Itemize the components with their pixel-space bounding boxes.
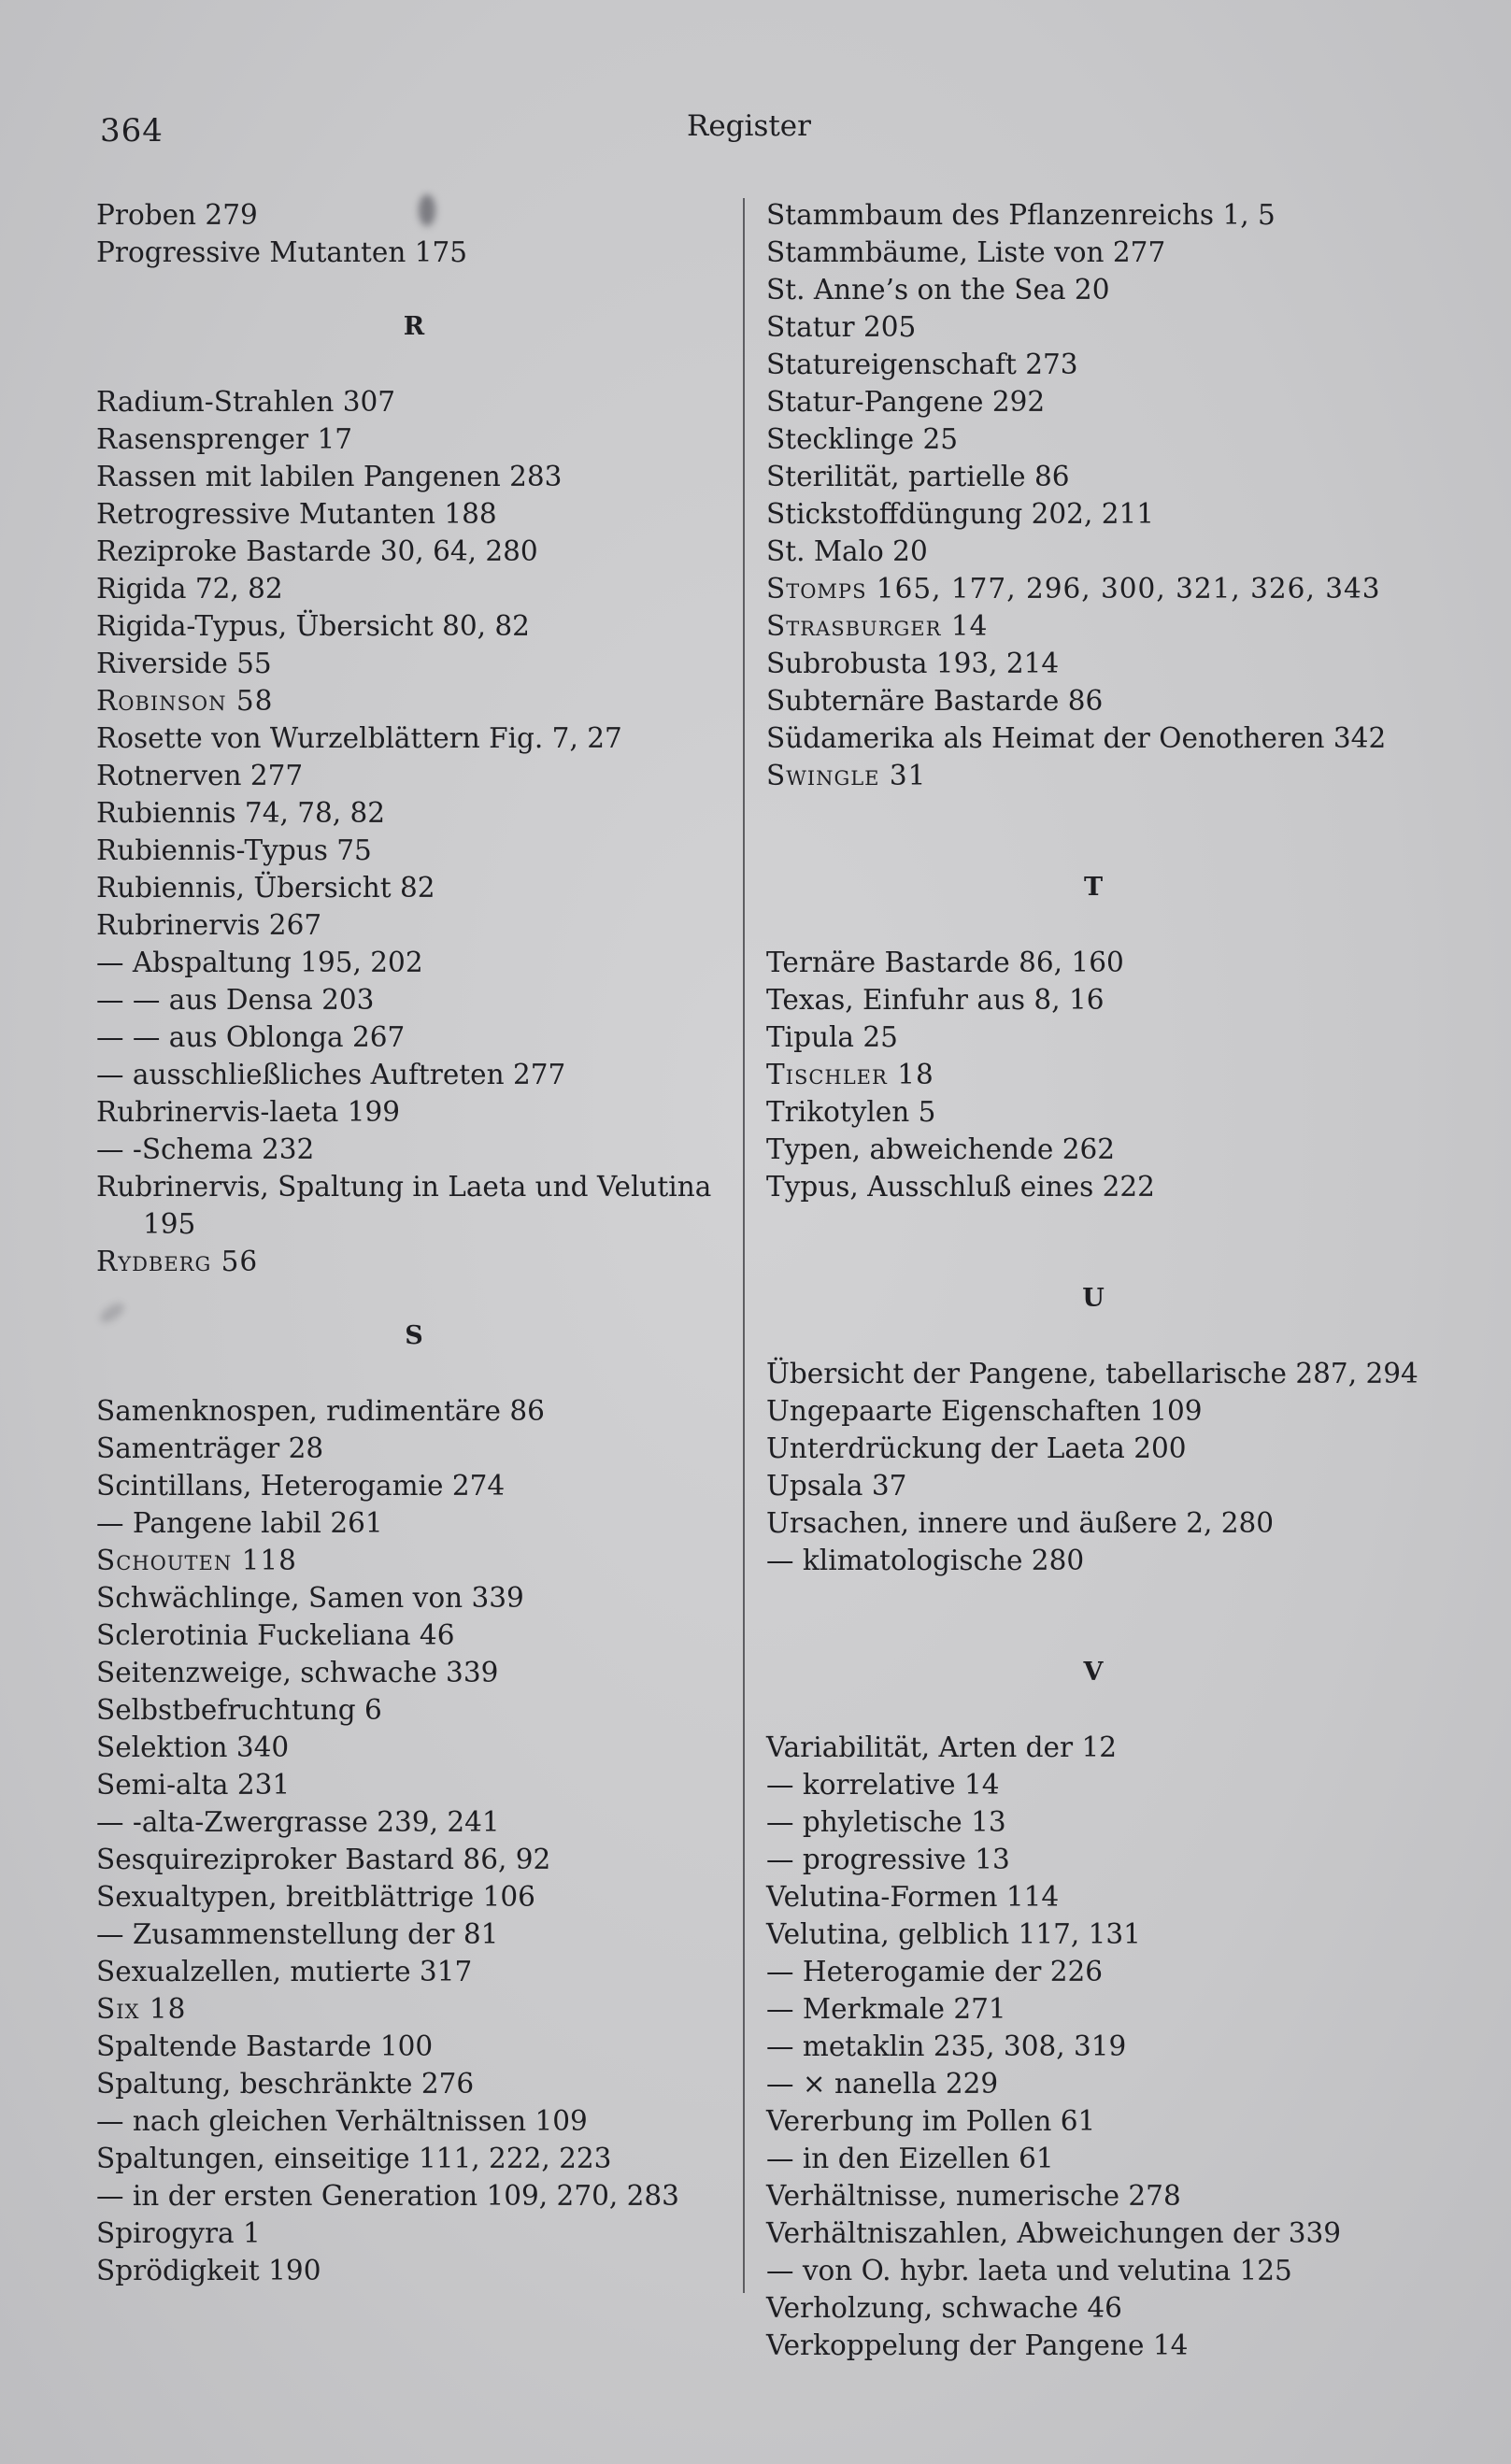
index-entry: — × nanella 229 (766, 2068, 999, 2100)
index-entry: Sterilität, partielle 86 (766, 461, 1070, 492)
index-entry: Tipula 25 (766, 1021, 898, 1053)
index-entry: — Merkmale 271 (766, 1993, 1006, 2025)
index-entry: — klimatologische 280 (766, 1545, 1085, 1576)
index-entry: Typen, abweichende 262 (766, 1133, 1116, 1165)
index-column-left (96, 196, 732, 2289)
index-entry: — -alta-Zwergrasse 239, 241 (96, 1806, 500, 1838)
index-entry: Sexualzellen, mutierte 317 (96, 1956, 473, 1987)
index-entry: — — aus Densa 203 (96, 984, 375, 1016)
index-entry: Rosette von Wurzelblättern Fig. 7, 27 (96, 722, 622, 754)
index-entry: Sesquireziproker Bastard 86, 92 (96, 1844, 551, 1875)
index-entry: — Heterogamie der 226 (766, 1956, 1104, 1987)
index-column-right (766, 196, 1420, 2364)
index-entry: Scintillans, Heterogamie 274 (96, 1470, 506, 1502)
running-head: Register (687, 109, 811, 143)
index-entry: — ausschließliches Auftreten 277 (96, 1059, 566, 1090)
index-entry: Velutina, gelblich 117, 131 (766, 1918, 1141, 1950)
index-entry: Schouten 118 (96, 1545, 297, 1576)
index-entry: Radium-Strahlen 307 (96, 386, 396, 418)
index-entry: Seitenzweige, schwache 339 (96, 1657, 499, 1688)
index-entry: Samenknospen, rudimentäre 86 (96, 1395, 545, 1427)
index-entry: — von O. hybr. laeta und velutina 125 (766, 2255, 1292, 2286)
index-entry: Verholzung, schwache 46 (766, 2292, 1122, 2324)
index-entry: Progressive Mutanten 175 (96, 236, 468, 268)
index-entry: — metaklin 235, 308, 319 (766, 2030, 1127, 2062)
index-entry: Spaltungen, einseitige 111, 222, 223 (96, 2143, 612, 2174)
index-entry: Tischler 18 (766, 1059, 934, 1090)
index-entry: Stammbaum des Pflanzenreichs 1, 5 (766, 199, 1276, 231)
index-entry: — nach gleichen Verhältnissen 109 (96, 2105, 588, 2137)
index-entry: Rasensprenger 17 (96, 423, 353, 455)
index-entry: Rigida-Typus, Übersicht 80, 82 (96, 610, 530, 642)
index-entry: Stomps 165, 177, 296, 300, 321, 326, 343 (766, 573, 1381, 605)
section-letter: S (405, 1321, 423, 1350)
index-entry: Samenträger 28 (96, 1432, 324, 1464)
index-entry: Rubrinervis-laeta 199 (96, 1096, 401, 1128)
index-entry: Statur-Pangene 292 (766, 386, 1046, 418)
index-entry: Six 18 (96, 1993, 187, 2025)
index-entry: Reziproke Bastarde 30, 64, 280 (96, 535, 538, 567)
index-entry: Texas, Einfuhr aus 8, 16 (766, 984, 1105, 1016)
index-entry: Riverside 55 (96, 648, 272, 679)
section-letter: V (1083, 1658, 1104, 1687)
index-entry: Retrogressive Mutanten 188 (96, 498, 497, 530)
index-entry: Ungepaarte Eigenschaften 109 (766, 1395, 1203, 1427)
index-entry: Rassen mit labilen Pangenen 283 (96, 461, 563, 492)
section-letter: U (1082, 1284, 1105, 1313)
index-entry: Ursachen, innere und äußere 2, 280 (766, 1507, 1275, 1539)
index-entry: Schwächlinge, Samen von 339 (96, 1582, 524, 1614)
index-entry: — korrelative 14 (766, 1769, 1000, 1801)
index-entry: — Abspaltung 195, 202 (96, 947, 423, 978)
index-entry: Vererbung im Pollen 61 (766, 2105, 1096, 2137)
index-entry: Sexualtypen, breitblättrige 106 (96, 1881, 535, 1913)
index-entry: Sclerotinia Fuckeliana 46 (96, 1619, 455, 1651)
index-entry: Typus, Ausschluß eines 222 (766, 1171, 1155, 1203)
index-entry: Rubrinervis 267 (96, 909, 322, 941)
index-entry: Proben 279 (96, 199, 258, 231)
index-entry: Rubiennis, Übersicht 82 (96, 872, 435, 904)
index-entry: Rubiennis 74, 78, 82 (96, 797, 386, 829)
index-entry: Ternäre Bastarde 86, 160 (766, 947, 1124, 978)
index-entry: Statur 205 (766, 311, 917, 343)
index-entry: Rubiennis-Typus 75 (96, 834, 372, 866)
index-entry: Subternäre Bastarde 86 (766, 685, 1104, 717)
section-letter: R (403, 312, 425, 341)
index-entry: Rubrinervis, Spaltung in Laeta und Velutina 195 (96, 1171, 712, 1240)
section-letter: T (1083, 873, 1104, 902)
index-entry: — — aus Oblonga 267 (96, 1021, 406, 1053)
index-entry: Sprödigkeit 190 (96, 2255, 321, 2286)
index-entry: — progressive 13 (766, 1844, 1010, 1875)
index-entry: Velutina-Formen 114 (766, 1881, 1060, 1913)
index-entry: Selektion 340 (96, 1731, 290, 1763)
index-entry: Spirogyra 1 (96, 2217, 261, 2249)
index-entry: St. Anne’s on the Sea 20 (766, 274, 1110, 306)
index-entry: Spaltende Bastarde 100 (96, 2030, 434, 2062)
index-entry: Variabilität, Arten der 12 (766, 1731, 1118, 1763)
index-entry: Selbstbefruchtung 6 (96, 1694, 382, 1726)
index-entry: Übersicht der Pangene, tabellarische 287, 294 (766, 1358, 1418, 1389)
index-entry: Strasburger 14 (766, 610, 989, 642)
column-divider (743, 198, 745, 2293)
index-entry: Upsala 37 (766, 1470, 907, 1502)
index-entry: Subrobusta 193, 214 (766, 648, 1060, 679)
index-entry: Rydberg 56 (96, 1246, 259, 1277)
index-entry: — in den Eizellen 61 (766, 2143, 1054, 2174)
page-number: 364 (100, 112, 164, 150)
index-entry: Verkoppelung der Pangene 14 (766, 2329, 1189, 2361)
index-entry: Stecklinge 25 (766, 423, 959, 455)
index-entry: Spaltung, beschränkte 276 (96, 2068, 475, 2100)
index-entry: — phyletische 13 (766, 1806, 1006, 1838)
index-entry: Rotnerven 277 (96, 760, 304, 791)
index-entry: Stammbäume, Liste von 277 (766, 236, 1166, 268)
index-entry: Semi-alta 231 (96, 1769, 291, 1801)
index-entry: Verhältniszahlen, Abweichungen der 339 (766, 2217, 1342, 2249)
index-entry: Robinson 58 (96, 685, 274, 717)
index-entry: — in der ersten Generation 109, 270, 283 (96, 2180, 679, 2212)
index-entry: Verhältnisse, numerische 278 (766, 2180, 1181, 2212)
index-entry: Swingle 31 (766, 760, 927, 791)
index-entry: St. Malo 20 (766, 535, 928, 567)
index-entry: Stickstoffdüngung 202, 211 (766, 498, 1155, 530)
index-entry: — -Schema 232 (96, 1133, 315, 1165)
index-entry: Trikotylen 5 (766, 1096, 936, 1128)
index-entry: Unterdrückung der Laeta 200 (766, 1432, 1187, 1464)
index-entry: Rigida 72, 82 (96, 573, 283, 605)
index-entry: Südamerika als Heimat der Oenotheren 342 (766, 722, 1387, 754)
index-entry: Statureigenschaft 273 (766, 349, 1078, 380)
index-entry: — Pangene labil 261 (96, 1507, 383, 1539)
index-entry: — Zusammenstellung der 81 (96, 1918, 499, 1950)
